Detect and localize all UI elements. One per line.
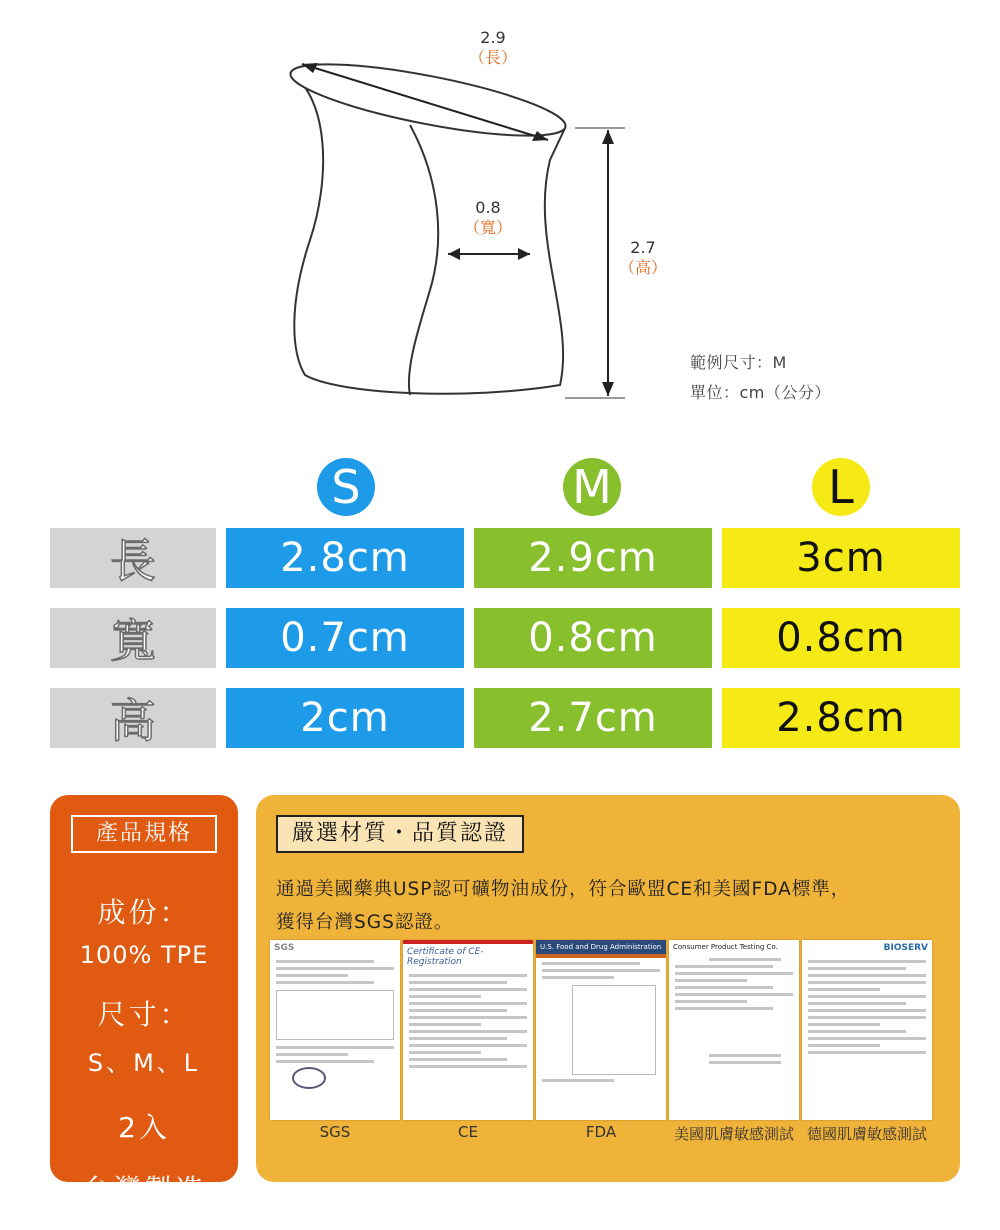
cell-m: 2.7cm bbox=[474, 688, 712, 748]
length-dimension bbox=[458, 28, 528, 68]
dimension-diagram bbox=[0, 0, 1000, 420]
product-spec-panel bbox=[50, 795, 238, 1206]
row-label: 高 bbox=[50, 688, 216, 748]
cell-l: 3cm bbox=[722, 528, 960, 588]
certification-panel bbox=[256, 795, 960, 1182]
cell-l: 0.8cm bbox=[722, 608, 960, 668]
doc-caption: CE bbox=[458, 1123, 478, 1141]
size-l-badge: L bbox=[812, 458, 870, 516]
cert-description bbox=[276, 873, 956, 939]
spec-title: 產品規格 bbox=[71, 815, 217, 853]
table-row-width bbox=[50, 608, 960, 668]
cert-desc-line-2: 獲得台灣SGS認證。 bbox=[276, 912, 454, 933]
width-dimension bbox=[453, 198, 523, 238]
us-skin-test-image bbox=[669, 940, 799, 1120]
cert-title: 嚴選材質・品質認證 bbox=[276, 815, 524, 853]
fda-certificate-image bbox=[536, 940, 666, 1120]
height-label: （高） bbox=[618, 258, 667, 277]
size-m-badge: M bbox=[563, 458, 621, 516]
doc-header: BIOSERV bbox=[883, 943, 928, 953]
doc-header: U.S. Food and Drug Administration bbox=[536, 940, 666, 954]
width-value: 0.8 bbox=[475, 198, 501, 217]
width-label: （寬） bbox=[463, 218, 512, 237]
origin: 台灣製造 bbox=[81, 1173, 206, 1206]
length-label: （長） bbox=[468, 48, 517, 67]
cell-m: 0.8cm bbox=[474, 608, 712, 668]
cell-m: 2.9cm bbox=[474, 528, 712, 588]
table-row-height bbox=[50, 688, 960, 748]
cell-s: 2cm bbox=[226, 688, 464, 748]
quantity: 2入 bbox=[118, 1111, 170, 1144]
size-value: S、M、L bbox=[87, 1049, 201, 1077]
german-skin-test-image bbox=[802, 940, 932, 1120]
height-dimension bbox=[608, 238, 678, 278]
ce-certificate-image bbox=[403, 940, 533, 1120]
sgs-certificate-image bbox=[270, 940, 400, 1120]
length-value: 2.9 bbox=[480, 28, 506, 47]
doc-header: Consumer Product Testing Co. bbox=[673, 943, 778, 951]
size-label: 尺寸： bbox=[97, 998, 191, 1031]
example-size-note: 範例尺寸：M bbox=[690, 353, 787, 372]
cell-s: 0.7cm bbox=[226, 608, 464, 668]
doc-header: Certificate of CE-Registration bbox=[407, 947, 484, 967]
height-value: 2.7 bbox=[630, 238, 656, 257]
doc-header: SGS bbox=[274, 943, 295, 953]
doc-caption: SGS bbox=[319, 1123, 351, 1141]
cert-desc-line-1: 通過美國藥典USP認可礦物油成份，符合歐盟CE和美國FDA標準， bbox=[276, 879, 851, 900]
table-row-length bbox=[50, 528, 960, 588]
doc-caption: FDA bbox=[585, 1123, 617, 1141]
cell-l: 2.8cm bbox=[722, 688, 960, 748]
size-s-badge: S bbox=[317, 458, 375, 516]
unit-note: 單位：cm（公分） bbox=[690, 383, 831, 402]
material-value: 100% TPE bbox=[79, 941, 209, 969]
cell-s: 2.8cm bbox=[226, 528, 464, 588]
doc-caption: 德國肌膚敏感測試 bbox=[806, 1125, 927, 1143]
row-label: 寬 bbox=[50, 608, 216, 668]
row-label: 長 bbox=[50, 528, 216, 588]
doc-caption: 美國肌膚敏感測試 bbox=[673, 1125, 794, 1143]
material-label: 成份： bbox=[97, 896, 191, 929]
